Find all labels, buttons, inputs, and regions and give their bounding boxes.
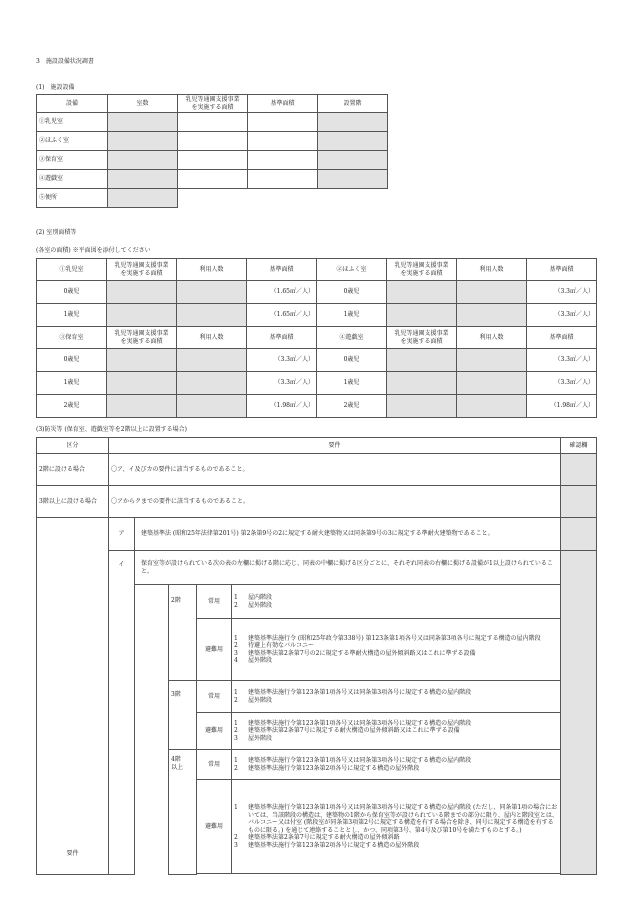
standard-area-value: （3.3㎡／人） xyxy=(247,349,317,372)
list-item: 建築基準法施行令第123条第1項各号又は同条第3項各号に規定する構造の屋内階段 xyxy=(248,757,472,764)
standard-area-value: （1.98㎡／人） xyxy=(527,395,597,418)
list-item: 建築基準法施行令 (昭和25年政令第338号) 第123条第1項各号又は同条第3項各号に規定する構造の屋内階段 xyxy=(248,634,541,642)
room-area-header-row xyxy=(37,259,597,281)
age-label: 1歳児 xyxy=(317,372,387,395)
age-label: 2歳児 xyxy=(37,395,107,418)
col-standard-area: 基準面積 xyxy=(248,95,318,113)
room-count-cell[interactable] xyxy=(108,132,178,151)
area-cell[interactable] xyxy=(387,395,457,418)
list-item: 屋外階段 xyxy=(248,601,273,609)
standard-area-value: （1.98㎡／人） xyxy=(247,395,317,418)
users-cell[interactable] xyxy=(457,281,527,304)
check-cell[interactable] xyxy=(561,518,597,551)
area-cell[interactable] xyxy=(178,113,248,132)
standard-area-value: （3.3㎡／人） xyxy=(527,304,597,327)
table-row xyxy=(37,170,388,189)
room-name: ⑤便所 xyxy=(37,189,108,208)
list-item: 屋内階段 xyxy=(248,594,273,601)
list-item: 屋外階段 xyxy=(248,657,273,664)
page-heading: 3 施設設備状況調書 xyxy=(36,58,94,65)
col-area: 乳児等通園支援事業 を実施する面積 xyxy=(387,259,457,281)
floor-cell[interactable] xyxy=(318,113,388,132)
use-hinan: 避難用 xyxy=(197,619,232,681)
requirement-i-mark: イ xyxy=(109,551,135,875)
standard-area-value: （3.3㎡／人） xyxy=(527,281,597,304)
section2-note: (各室の面積) ※平面図を添付してください xyxy=(36,247,151,254)
standard-area-value: （1.65㎡／人） xyxy=(247,281,317,304)
col-floor: 設置階 xyxy=(318,95,388,113)
room-title-nursery: ③保育室 xyxy=(37,327,107,349)
facility-table xyxy=(36,94,388,208)
area-cell[interactable] xyxy=(107,281,177,304)
age-label: 0歳児 xyxy=(37,349,107,372)
floor-2-label: 2階 xyxy=(169,585,197,681)
table-row xyxy=(37,304,597,327)
col-standard-area: 基準面積 xyxy=(247,259,317,281)
table-row xyxy=(37,454,597,486)
standard-area-value: （3.3㎡／人） xyxy=(247,372,317,395)
room-name: ③保育室 xyxy=(37,151,108,170)
users-cell[interactable] xyxy=(177,349,247,372)
floor-4-hinan-list: 1 建築基準法施行令第123条第1項各号又は同条第3項各号に規定する構造の屋内階段 (ただし、同条第1項の場合においては、当該階段の構造は、建築物の1階から保育室等が設けられている階までの部分に限り、屋内と階段室とは、バルコニー又は付室 (階段室が同条第3項第2号に規定する構造を有する場合を除き、同号に規定する構造を有するものに限る。) を通じて連絡することとし、かつ、同項第3号、第4号及び第10号を満たすものとする。) 2 建築基準法第2条第7号に規定する耐火構造の屋外傾斜路 3 建築基準法施行令第123条第2項各号に規定する構造の屋外階段 xyxy=(232,780,561,874)
col-kubun: 区分 xyxy=(37,438,109,454)
area-cell[interactable] xyxy=(178,170,248,189)
use-jouyou: 常用 xyxy=(197,681,232,713)
room-area-header-row xyxy=(37,327,597,349)
area-cell[interactable] xyxy=(178,132,248,151)
col-check: 確認欄 xyxy=(561,438,597,454)
disaster-header-row xyxy=(37,438,597,454)
table-row xyxy=(37,486,597,518)
list-item: 建築基準法施行令第123条第1項各号又は同条第3項各号に規定する構造の屋内階段 (ただし、同条第1項の場合においては、当該階段の構造は、建築物の1階から保育室等が設けられている階までの部分に限り、屋内と階段室とは、バルコニー又は付室 (階段室が同条第3項第2号に規定する構造を有する場合を除き、同号に規定する構造を有するものに限る。) を通じて連絡することとし、かつ、同項第3号、第4号及び第10号を満たすものとする。) xyxy=(248,804,558,834)
users-cell[interactable] xyxy=(457,372,527,395)
area-cell[interactable] xyxy=(178,151,248,170)
standard-area-value: （1.65㎡／人） xyxy=(247,304,317,327)
col-standard-area: 基準面積 xyxy=(527,259,597,281)
table-row xyxy=(37,151,388,170)
check-cell[interactable] xyxy=(561,454,597,486)
room-title-playroom: ④遊戯室 xyxy=(317,327,387,349)
row-label-2f: 2階に設ける場合 xyxy=(37,454,109,486)
area-cell[interactable] xyxy=(107,349,177,372)
table-row xyxy=(37,281,597,304)
standard-area-cell[interactable] xyxy=(248,132,318,151)
row-text-3f: 〇アからクまでの要件に該当するものであること。 xyxy=(109,486,561,518)
room-name: ①乳児室 xyxy=(37,113,108,132)
table-row xyxy=(37,349,597,372)
floor-cell[interactable] xyxy=(318,170,388,189)
floor-cell[interactable] xyxy=(318,132,388,151)
requirements-table xyxy=(36,517,597,875)
col-setsubi: 設備 xyxy=(37,95,108,113)
users-cell[interactable] xyxy=(177,281,247,304)
table-row xyxy=(37,395,597,418)
room-count-cell[interactable] xyxy=(108,189,178,208)
list-item: 待避上有効なバルコニー xyxy=(248,642,315,649)
table-row xyxy=(37,189,388,208)
list-item: 屋外階段 xyxy=(248,696,273,704)
section1-title: (1) 施設設備 xyxy=(36,84,75,91)
area-cell[interactable] xyxy=(387,372,457,395)
age-label: 2歳児 xyxy=(317,395,387,418)
use-hinan: 避難用 xyxy=(197,713,232,750)
col-shitsusu: 室数 xyxy=(108,95,178,113)
room-area-table xyxy=(36,258,597,418)
area-cell[interactable] xyxy=(387,304,457,327)
list-item: 屋外階段 xyxy=(248,734,273,742)
standard-area-cell[interactable] xyxy=(248,151,318,170)
table-row xyxy=(37,132,388,151)
use-jouyou: 常用 xyxy=(197,750,232,780)
floor-4-jouyou-list: 1 建築基準法施行令第123条第1項各号又は同条第3項各号に規定する構造の屋内階段 2 建築基準法施行令第123条第2項各号に規定する構造の屋外階段 xyxy=(232,750,561,780)
list-item: 建築基準法第2条第7号の2に規定する準耐火構造の屋外傾斜路又はこれに準ずる設備 xyxy=(248,649,476,657)
age-label: 1歳児 xyxy=(37,304,107,327)
col-standard-area: 基準面積 xyxy=(527,327,597,349)
area-cell[interactable] xyxy=(107,304,177,327)
list-item: 建築基準法施行令第123条第2項各号に規定する構造の屋外階段 xyxy=(248,841,420,849)
row-label-3f: 3階以上に設ける場合 xyxy=(37,486,109,518)
room-name: ②ほふく室 xyxy=(37,132,108,151)
age-label: 1歳児 xyxy=(37,372,107,395)
users-cell[interactable] xyxy=(457,349,527,372)
list-item: 建築基準法第2条第7号に規定する耐火構造の屋外傾斜路 xyxy=(248,834,400,841)
requirement-i-text: 保育室等が設けられている次の表の左欄に掲げる階に応じ、同表の中欄に掲げる区分ごとに、それぞれ同表の右欄に掲げる設備が1以上設けられていること。 xyxy=(135,551,561,585)
room-count-cell[interactable] xyxy=(108,151,178,170)
section3-title: (3)防災等 (保育室、遊戯室等を2階以上に設置する場合) xyxy=(36,426,187,433)
area-cell[interactable] xyxy=(107,372,177,395)
users-cell[interactable] xyxy=(457,304,527,327)
room-count-cell[interactable] xyxy=(108,113,178,132)
requirement-a-row xyxy=(37,518,597,551)
col-area: 乳児等通園支援事業 を実施する面積 xyxy=(178,95,248,113)
col-yoken: 要件 xyxy=(109,438,561,454)
disaster-prevention-table xyxy=(36,437,597,518)
floor-cell[interactable] xyxy=(318,151,388,170)
col-users: 利用人数 xyxy=(177,327,247,349)
col-area: 乳児等通園支援事業 を実施する面積 xyxy=(107,259,177,281)
requirement-a-text: 建築基準法 (昭和25年法律第201号) 第2条第9号の2に規定する耐火建築物又は同条第9号の3に規定する準耐火建築物であること。 xyxy=(135,518,561,551)
section2-title: (2) 室別面積等 xyxy=(36,229,77,236)
users-cell[interactable] xyxy=(177,372,247,395)
col-users: 利用人数 xyxy=(457,259,527,281)
area-cell[interactable] xyxy=(107,395,177,418)
col-users: 利用人数 xyxy=(457,327,527,349)
col-area: 乳児等通園支援事業 を実施する面積 xyxy=(107,327,177,349)
floor-2-hinan-list: 1 建築基準法施行令 (昭和25年政令第338号) 第123条第1項各号又は同条第3項各号に規定する構造の屋内階段 2 待避上有効なバルコニー 3 建築基準法第2条第7号の2に規定する準耐火構造の屋外傾斜路又はこれに準ずる設備 4 屋外階段 xyxy=(232,619,561,681)
use-hinan: 避難用 xyxy=(197,780,232,874)
standard-area-value: （3.3㎡／人） xyxy=(527,372,597,395)
age-label: 0歳児 xyxy=(317,281,387,304)
room-name: ④遊戯室 xyxy=(37,170,108,189)
table-row xyxy=(37,113,388,132)
list-item: 建築基準法施行令第123条第2項各号に規定する構造の屋外階段 xyxy=(248,764,420,772)
standard-area-cell[interactable] xyxy=(248,113,318,132)
room-title-crawling: ②ほふく室 xyxy=(317,259,387,281)
floor-2-jouyou-list: 1 屋内階段 2 屋外階段 xyxy=(232,585,561,619)
users-cell[interactable] xyxy=(457,395,527,418)
floor-3-jouyou-list: 1 建築基準法施行令第123条第1項各号又は同条第3項各号に規定する構造の屋内階段 2 屋外階段 xyxy=(232,681,561,713)
room-count-cell[interactable] xyxy=(108,170,178,189)
requirement-i-row xyxy=(37,551,597,585)
standard-area-cell[interactable] xyxy=(248,170,318,189)
facility-header-row xyxy=(37,95,388,113)
standard-area-value: （3.3㎡／人） xyxy=(527,349,597,372)
age-label: 0歳児 xyxy=(37,281,107,304)
room-title-infant: ①乳児室 xyxy=(37,259,107,281)
requirement-a-mark: ア xyxy=(109,518,135,551)
floor-3-label: 3階 xyxy=(169,681,197,750)
youken-label: 要件 xyxy=(37,518,109,875)
use-jouyou: 常用 xyxy=(197,585,232,619)
list-item: 建築基準法第2条第7号に規定する耐火構造の屋外傾斜路又はこれに準ずる設備 xyxy=(248,727,460,735)
age-label: 1歳児 xyxy=(317,304,387,327)
check-cell[interactable] xyxy=(561,486,597,518)
row-text-2f: 〇ア、イ及びカの要件に該当するものであること。 xyxy=(109,454,561,486)
floor-4-label: 4階 以上 xyxy=(169,750,197,875)
col-standard-area: 基準面積 xyxy=(247,327,317,349)
col-users: 利用人数 xyxy=(177,259,247,281)
list-item: 建築基準法施行令第123条第1項各号又は同条第3項各号に規定する構造の屋内階段 xyxy=(248,719,472,727)
list-item: 建築基準法施行令第123条第1項各号又は同条第3項各号に規定する構造の屋内階段 xyxy=(248,689,472,696)
age-label: 0歳児 xyxy=(317,349,387,372)
users-cell[interactable] xyxy=(177,304,247,327)
check-cell[interactable] xyxy=(561,551,597,875)
col-area: 乳児等通園支援事業 を実施する面積 xyxy=(387,327,457,349)
table-row xyxy=(37,372,597,395)
area-cell[interactable] xyxy=(387,349,457,372)
area-cell[interactable] xyxy=(387,281,457,304)
floor-3-hinan-list: 1 建築基準法施行令第123条第1項各号又は同条第3項各号に規定する構造の屋内階段 2 建築基準法第2条第7号に規定する耐火構造の屋外傾斜路又はこれに準ずる設備 3 屋外階段 xyxy=(232,713,561,750)
users-cell[interactable] xyxy=(177,395,247,418)
